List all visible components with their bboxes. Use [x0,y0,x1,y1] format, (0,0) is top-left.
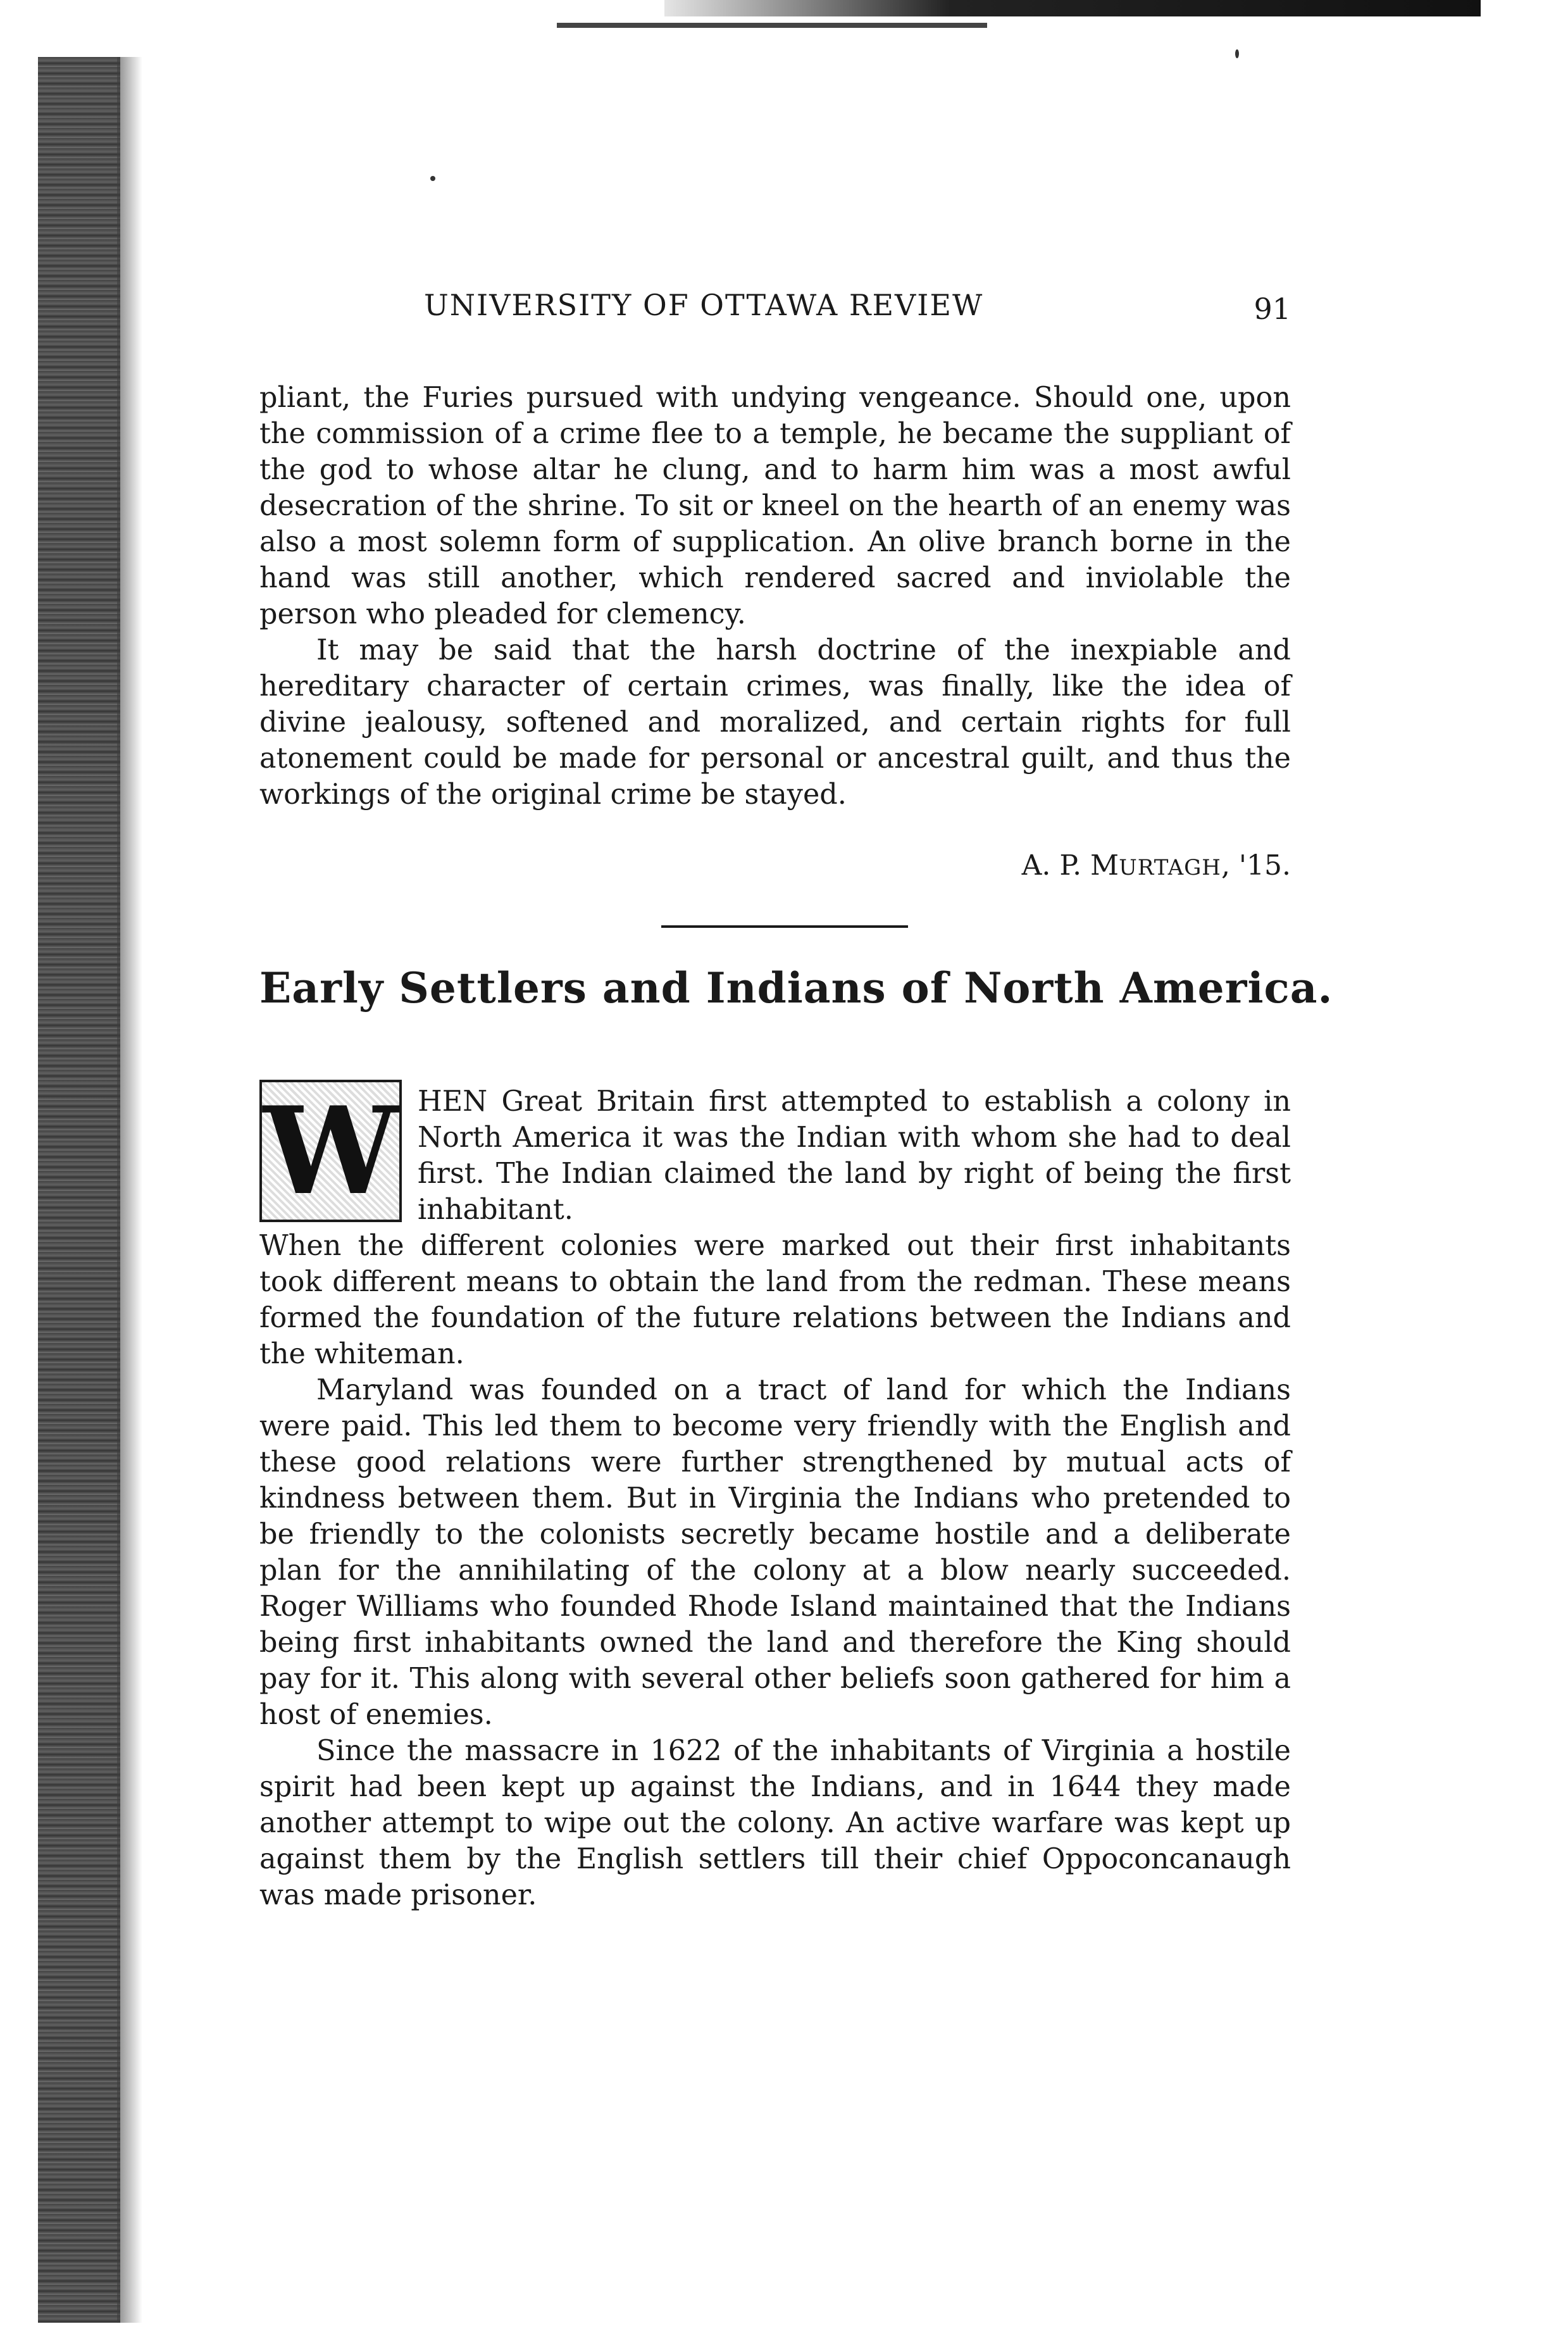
lead-paragraph: HEN Great Britain first attempted to establish a colony in North America it was the Indian with whom she had to deal first. The Indian claimed the land by right of being the first inhabitant. [418,1085,1291,1226]
section-divider [661,925,908,928]
drop-cap-letter: W [263,1080,399,1221]
running-head: UNIVERSITY OF OTTAWA REVIEW [424,288,984,322]
paragraph: Maryland was founded on a tract of land for which the Indians were paid. This led them to become very friendly with the English and these good relations were further strengthened by mutual acts of kindness between them. But in Virginia the Indians who pretended to be friendly to the colonists secretly became hostile and a deliberate plan for the annihilating of the colony at a blow nearly succeeded. Roger Williams who founded Rhode Island maintained that the Indians being first inhabitants owned the land and therefore the King should pay for it. This along with several other beliefs soon gathered for him a host of enemies. [259,1374,1291,1731]
scan-edge-top-line [557,23,987,28]
paragraph: Since the massacre in 1622 of the inhabitants of Virginia a hostile spirit had been kept up against the Indians, and in 1644 they made another attempt to wipe out the colony. An active warfare was kept up against them by the English settlers till their chief Oppoconcanaugh was made prisoner. [259,1735,1291,1911]
paragraph: It may be said that the harsh doctrine of the inexpiable and hereditary character of certain crimes, was finally, like the idea of divine jealousy, softened and moralized, and certain rights for full atonement could be made for personal or ancestral guilt, and thus the workings of the original crime be stayed. [259,634,1291,811]
scan-edge-left-shadow [117,57,142,2323]
paragraph: pliant, the Furies pursued with undying vengeance. Should one, upon the commission of a crime flee to a temple, he became the suppliant of the god to whose altar he clung, and to harm him was a most awful desecration of the shrine. To sit or kneel on the hearth of an enemy was also a most solemn form of supplication. An olive branch borne in the hand was still another, which rendered sacred and inviolable the person who pleaded for clemency. [259,382,1291,630]
article-title: Early Settlers and Indians of North America. [259,963,1333,1013]
article-body [259,1228,1291,1913]
lead-continuation: When the different colonies were marked out their first inhabitants took different means to obtain the land from the redman. These means formed the foundation of the future relations between the Indians and the whiteman. [259,1230,1291,1370]
signature-initials: A. P. M [1021,849,1119,882]
signature-year: , '15. [1221,849,1291,882]
scan-edge-left [38,57,120,2323]
page-header [259,288,1291,339]
drop-cap-ornament [259,1080,402,1222]
previous-article-text [259,380,1291,813]
article-lead [418,1084,1291,1228]
scan-edge-top [664,0,1481,16]
scan-speck [1235,49,1239,58]
page-number: 91 [1254,292,1291,326]
signature-surname: URTAGH [1119,855,1221,880]
author-signature [1022,849,1291,882]
scan-speck [430,176,435,181]
